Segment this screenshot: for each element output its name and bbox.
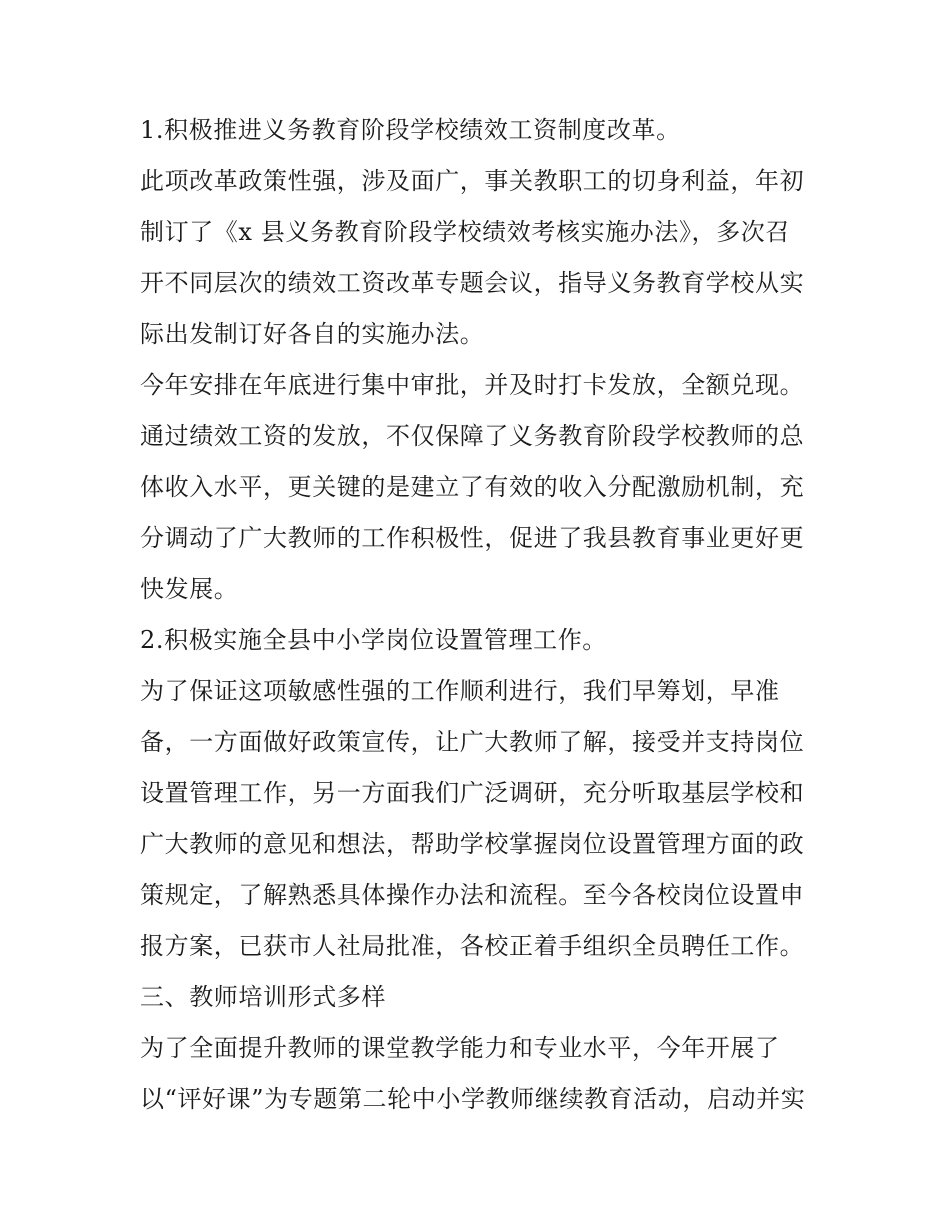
paragraph-line: 分调动了广大教师的工作积极性，促进了我县教育事业更好更 — [140, 524, 805, 552]
paragraph-line: 通过绩效工资的发放，不仅保障了义务教育阶段学校教师的总 — [140, 422, 805, 450]
paragraph-line: 际出发制订好各自的实施办法。 — [140, 320, 485, 348]
paragraph-line: 今年安排在年底进行集中审批，并及时打卡发放，全额兑现。 — [140, 371, 805, 399]
paragraph-line: 以“评好课”为专题第二轮中小学教师继续教育活动，启动并实 — [140, 1085, 806, 1113]
paragraph-line: 为了全面提升教师的课堂教学能力和专业水平，今年开展了 — [140, 1034, 780, 1062]
section-heading-post-setting: 2.积极实施全县中小学岗位设置管理工作。 — [140, 626, 607, 654]
section-heading-performance-pay: 1.积极推进义务教育阶段学校绩效工资制度改革。 — [140, 116, 681, 144]
paragraph-line: 此项改革政策性强，涉及面广，事关教职工的切身利益，年初 — [140, 167, 805, 195]
paragraph-line: 快发展。 — [140, 575, 239, 603]
paragraph-line: 为了保证这项敏感性强的工作顺利进行，我们早筹划，早准 — [140, 677, 780, 705]
document-body — [140, 105, 820, 1125]
section-heading-teacher-training: 三、教师培训形式多样 — [140, 983, 386, 1011]
paragraph-line: 体收入水平，更关键的是建立了有效的收入分配激励机制，充 — [140, 473, 805, 501]
paragraph-line: 广大教师的意见和想法，帮助学校掌握岗位设置管理方面的政 — [140, 830, 805, 858]
paragraph-line: 设置管理工作，另一方面我们广泛调研，充分听取基层学校和 — [140, 779, 805, 807]
paragraph-line: 报方案，已获市人社局批准，各校正着手组织全员聘任工作。 — [140, 932, 805, 960]
paragraph-line: 开不同层次的绩效工资改革专题会议，指导义务教育学校从实 — [140, 269, 805, 297]
paragraph-line: 制订了《x 县义务教育阶段学校绩效考核实施办法》，多次召 — [140, 218, 790, 246]
paragraph-line: 备，一方面做好政策宣传，让广大教师了解，接受并支持岗位 — [140, 728, 805, 756]
paragraph-line: 策规定，了解熟悉具体操作办法和流程。至今各校岗位设置申 — [140, 881, 805, 909]
